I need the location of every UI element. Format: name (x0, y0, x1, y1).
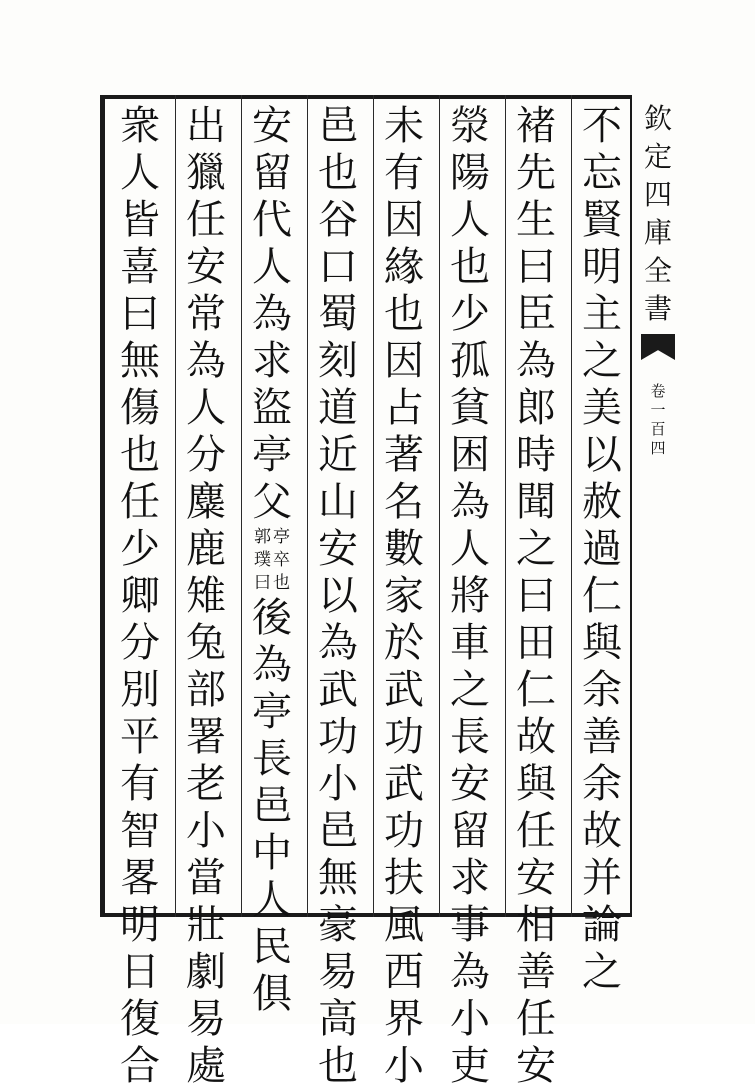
column-rule (241, 95, 242, 917)
text-char: 安 (252, 103, 292, 149)
text-char: 易 (186, 996, 226, 1042)
text-char: 名 (384, 479, 424, 525)
text-char: 滎 (450, 103, 490, 149)
text-column-3 (441, 103, 499, 1089)
text-char: 少 (450, 291, 490, 337)
text-char: 出 (186, 103, 226, 149)
margin-char: 四 (650, 439, 666, 457)
text-char: 風 (384, 902, 424, 948)
text-char: 武 (318, 667, 358, 713)
text-char: 功 (318, 714, 358, 760)
text-char: 任 (516, 808, 556, 854)
text-char: 善 (582, 714, 622, 760)
text-char: 邑 (318, 808, 358, 854)
column-rule (175, 95, 176, 917)
text-char: 以 (582, 432, 622, 478)
text-char: 留 (450, 808, 490, 854)
note-right (273, 526, 290, 595)
text-char: 未 (384, 103, 424, 149)
text-char: 與 (516, 761, 556, 807)
text-char: 智 (120, 808, 160, 854)
text-char: 人 (252, 244, 292, 290)
text-char: 也 (450, 244, 490, 290)
text-char: 老 (186, 761, 226, 807)
text-char: 平 (120, 714, 160, 760)
text-char: 曰 (516, 573, 556, 619)
text-char: 善 (516, 949, 556, 995)
text-char: 民 (252, 924, 292, 970)
text-char: 麋 (186, 479, 226, 525)
text-char: 相 (516, 902, 556, 948)
margin-char: 百 (650, 420, 666, 438)
book-title (644, 100, 672, 328)
text-char: 因 (384, 197, 424, 243)
text-char: 口 (318, 244, 358, 290)
margin-strip (638, 100, 678, 660)
note-char: 卒 (273, 550, 290, 570)
text-char: 功 (384, 714, 424, 760)
text-char: 家 (384, 573, 424, 619)
text-char: 之 (582, 949, 622, 995)
margin-char: 一 (650, 401, 666, 419)
column-rule (571, 95, 572, 917)
text-char: 美 (582, 385, 622, 431)
text-char: 功 (384, 808, 424, 854)
column-rule (439, 95, 440, 917)
text-char: 求 (450, 855, 490, 901)
text-char: 兔 (186, 620, 226, 666)
text-char: 蜀 (318, 291, 358, 337)
text-char: 小 (450, 996, 490, 1042)
text-char: 安 (186, 244, 226, 290)
text-char: 獵 (186, 150, 226, 196)
text-char: 陽 (450, 150, 490, 196)
text-char: 常 (186, 291, 226, 337)
text-char: 人 (186, 385, 226, 431)
text-char: 余 (582, 761, 622, 807)
text-char: 主 (582, 291, 622, 337)
text-column-2 (507, 103, 565, 1089)
text-char: 近 (318, 432, 358, 478)
text-char: 壯 (186, 902, 226, 948)
text-char: 長 (252, 736, 292, 782)
text-char: 之 (582, 338, 622, 384)
text-char: 任 (516, 996, 556, 1042)
text-char: 也 (120, 432, 160, 478)
text-char: 事 (450, 902, 490, 948)
text-char: 任 (120, 479, 160, 525)
text-char: 因 (384, 338, 424, 384)
text-char: 為 (318, 620, 358, 666)
text-char: 後 (252, 595, 292, 641)
note-left (254, 526, 271, 595)
column-rule (307, 95, 308, 917)
text-char: 故 (516, 714, 556, 760)
text-char: 仁 (516, 667, 556, 713)
text-char: 緣 (384, 244, 424, 290)
margin-char: 庫 (643, 216, 672, 249)
text-char: 忘 (582, 150, 622, 196)
text-char: 并 (582, 855, 622, 901)
text-char: 盜 (252, 385, 292, 431)
text-char: 安 (318, 526, 358, 572)
text-char: 分 (120, 620, 160, 666)
text-char: 車 (450, 620, 490, 666)
text-char: 賢 (582, 197, 622, 243)
text-char: 日 (120, 949, 160, 995)
text-char: 為 (450, 949, 490, 995)
text-char: 曰 (516, 244, 556, 290)
text-char: 也 (318, 150, 358, 196)
margin-char: 書 (643, 292, 672, 325)
text-char: 仁 (582, 573, 622, 619)
text-char: 生 (516, 197, 556, 243)
text-char: 明 (120, 902, 160, 948)
text-char: 別 (120, 667, 160, 713)
text-char: 俱 (252, 971, 292, 1017)
text-char: 時 (516, 432, 556, 478)
text-char: 田 (516, 620, 556, 666)
text-char: 少 (120, 526, 160, 572)
text-char: 故 (582, 808, 622, 854)
text-char: 赦 (582, 479, 622, 525)
text-char: 留 (252, 150, 292, 196)
text-char: 邑 (252, 783, 292, 829)
text-char: 傷 (120, 385, 160, 431)
text-char: 人 (450, 197, 490, 243)
text-char: 人 (450, 526, 490, 572)
text-char: 吏 (450, 1043, 490, 1089)
text-char: 喜 (120, 244, 160, 290)
text-char: 代 (252, 197, 292, 243)
column-rule (505, 95, 506, 917)
text-column-6 (243, 103, 301, 1017)
text-char: 為 (450, 479, 490, 525)
text-char: 為 (252, 642, 292, 688)
juan-number (650, 382, 665, 458)
text-char: 衆 (120, 103, 160, 149)
interlinear-note (243, 526, 301, 595)
text-char: 聞 (516, 479, 556, 525)
text-char: 也 (384, 291, 424, 337)
text-char: 當 (186, 855, 226, 901)
margin-char: 卷 (650, 382, 666, 400)
text-char: 有 (384, 150, 424, 196)
text-char: 無 (120, 338, 160, 384)
text-char: 豪 (318, 902, 358, 948)
text-char: 孤 (450, 338, 490, 384)
text-char: 山 (318, 479, 358, 525)
text-char: 易 (318, 949, 358, 995)
text-char: 復 (120, 996, 160, 1042)
text-char: 劇 (186, 949, 226, 995)
text-char: 人 (120, 150, 160, 196)
text-char: 郎 (516, 385, 556, 431)
note-char: 郭 (254, 527, 271, 547)
text-char: 父 (252, 479, 292, 525)
text-char: 以 (318, 573, 358, 619)
margin-char: 定 (643, 140, 672, 173)
note-char: 亭 (273, 527, 290, 547)
text-char: 小 (318, 761, 358, 807)
text-char: 處 (186, 1043, 226, 1089)
text-char: 分 (186, 432, 226, 478)
text-char: 任 (186, 197, 226, 243)
text-char: 雉 (186, 573, 226, 619)
text-char: 為 (252, 291, 292, 337)
text-char: 武 (384, 667, 424, 713)
text-column-5 (309, 103, 367, 1089)
text-char: 高 (318, 996, 358, 1042)
text-char: 小 (186, 808, 226, 854)
text-char: 困 (450, 432, 490, 478)
text-char: 谷 (318, 197, 358, 243)
text-column-7 (177, 103, 235, 1089)
text-char: 中 (252, 830, 292, 876)
text-char: 武 (384, 761, 424, 807)
text-char: 畧 (120, 855, 160, 901)
text-char: 也 (318, 1043, 358, 1089)
text-char: 臣 (516, 291, 556, 337)
text-char: 求 (252, 338, 292, 384)
text-char: 為 (186, 338, 226, 384)
text-char: 安 (450, 761, 490, 807)
margin-char: 四 (643, 178, 672, 211)
text-char: 將 (450, 573, 490, 619)
text-char: 安 (516, 855, 556, 901)
text-char: 與 (582, 620, 622, 666)
text-char: 部 (186, 667, 226, 713)
text-char: 合 (120, 1043, 160, 1089)
text-char: 刻 (318, 338, 358, 384)
text-char: 著 (384, 432, 424, 478)
text-char: 邑 (318, 103, 358, 149)
text-column-4 (375, 103, 433, 1089)
text-char: 道 (318, 385, 358, 431)
text-char: 界 (384, 996, 424, 1042)
note-char: 也 (273, 573, 290, 593)
text-char: 明 (582, 244, 622, 290)
text-char: 卿 (120, 573, 160, 619)
text-char: 占 (384, 385, 424, 431)
text-column-8 (111, 103, 169, 1089)
text-char: 亭 (252, 689, 292, 735)
column-rule (373, 95, 374, 917)
text-char: 為 (516, 338, 556, 384)
text-char: 余 (582, 667, 622, 713)
margin-char: 全 (643, 254, 672, 287)
text-char: 褚 (516, 103, 556, 149)
margin-char: 欽 (643, 102, 672, 135)
text-char: 鹿 (186, 526, 226, 572)
text-char: 長 (450, 714, 490, 760)
text-char: 貧 (450, 385, 490, 431)
note-char: 曰 (254, 573, 271, 593)
text-char: 過 (582, 526, 622, 572)
text-char: 小 (384, 1043, 424, 1089)
text-char: 論 (582, 902, 622, 948)
text-char: 之 (516, 526, 556, 572)
text-char: 扶 (384, 855, 424, 901)
text-char: 曰 (120, 291, 160, 337)
text-char: 數 (384, 526, 424, 572)
text-char: 無 (318, 855, 358, 901)
text-char: 署 (186, 714, 226, 760)
text-column-1 (573, 103, 631, 995)
note-char: 璞 (254, 550, 271, 570)
fishtail-mark (641, 334, 675, 360)
text-char: 人 (252, 877, 292, 923)
text-char: 不 (582, 103, 622, 149)
text-char: 先 (516, 150, 556, 196)
text-char: 於 (384, 620, 424, 666)
text-char: 之 (450, 667, 490, 713)
text-char: 皆 (120, 197, 160, 243)
text-char: 安 (516, 1043, 556, 1089)
text-char: 西 (384, 949, 424, 995)
text-char: 有 (120, 761, 160, 807)
text-char: 亭 (252, 432, 292, 478)
